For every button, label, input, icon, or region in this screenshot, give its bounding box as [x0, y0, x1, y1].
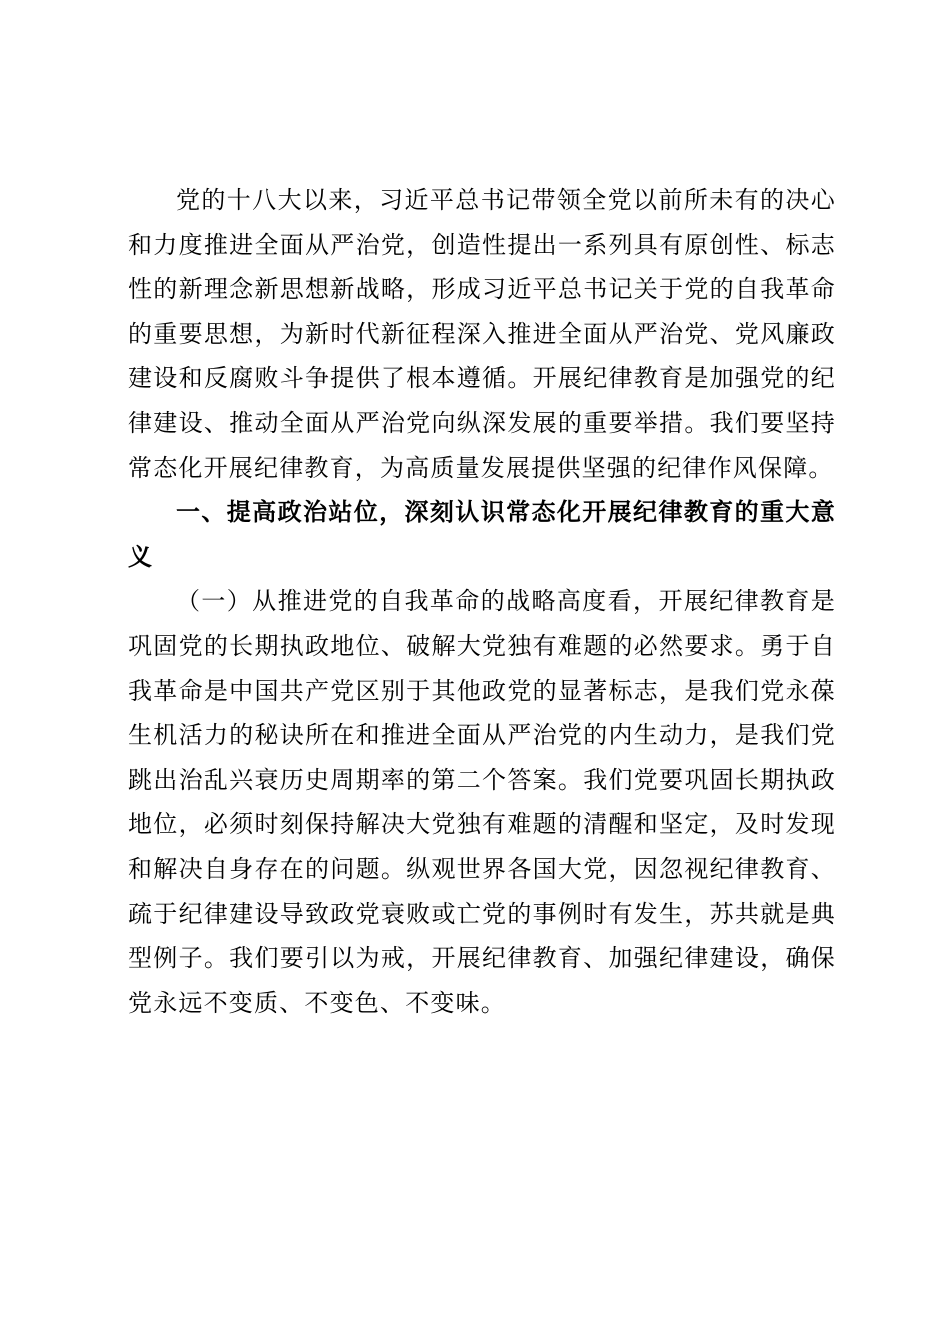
section-heading: 一、提高政治站位，深刻认识常态化开展纪律教育的重大意义: [128, 497, 836, 571]
document-page: [128, 178, 836, 1025]
intro-paragraph: 党的十八大以来，习近平总书记带领全党以前所未有的决心和力度推进全面从严治党，创造性提出一系列具有原创性、标志性的新理念新思想新战略，形成习近平总书记关于党的自我革命的重要思想，为新时代新征程深入推进全面从严治党、党风廉政建设和反腐败斗争提供了根本遵循。开展纪律教育是加强党的纪律建设、推动全面从严治党向纵深发展的重要举措。我们要坚持常态化开展纪律教育，为高质量发展提供坚强的纪律作风保障。: [128, 186, 836, 482]
subsection-paragraph: （一）从推进党的自我革命的战略高度看，开展纪律教育是巩固党的长期执政地位、破解大党独有难题的必然要求。勇于自我革命是中国共产党区别于其他政党的显著标志，是我们党永葆生机活力的秘诀所在和推进全面从严治党的内生动力，是我们党跳出治乱兴衰历史周期率的第二个答案。我们党要巩固长期执政地位，必须时刻保持解决大党独有难题的清醒和坚定，及时发现和解决自身存在的问题。纵观世界各国大党，因忽视纪律教育、疏于纪律建设导致政党衰败或亡党的事例时有发生，苏共就是典型例子。我们要引以为戒，开展纪律教育、加强纪律建设，确保党永远不变质、不变色、不变味。: [128, 587, 836, 1017]
